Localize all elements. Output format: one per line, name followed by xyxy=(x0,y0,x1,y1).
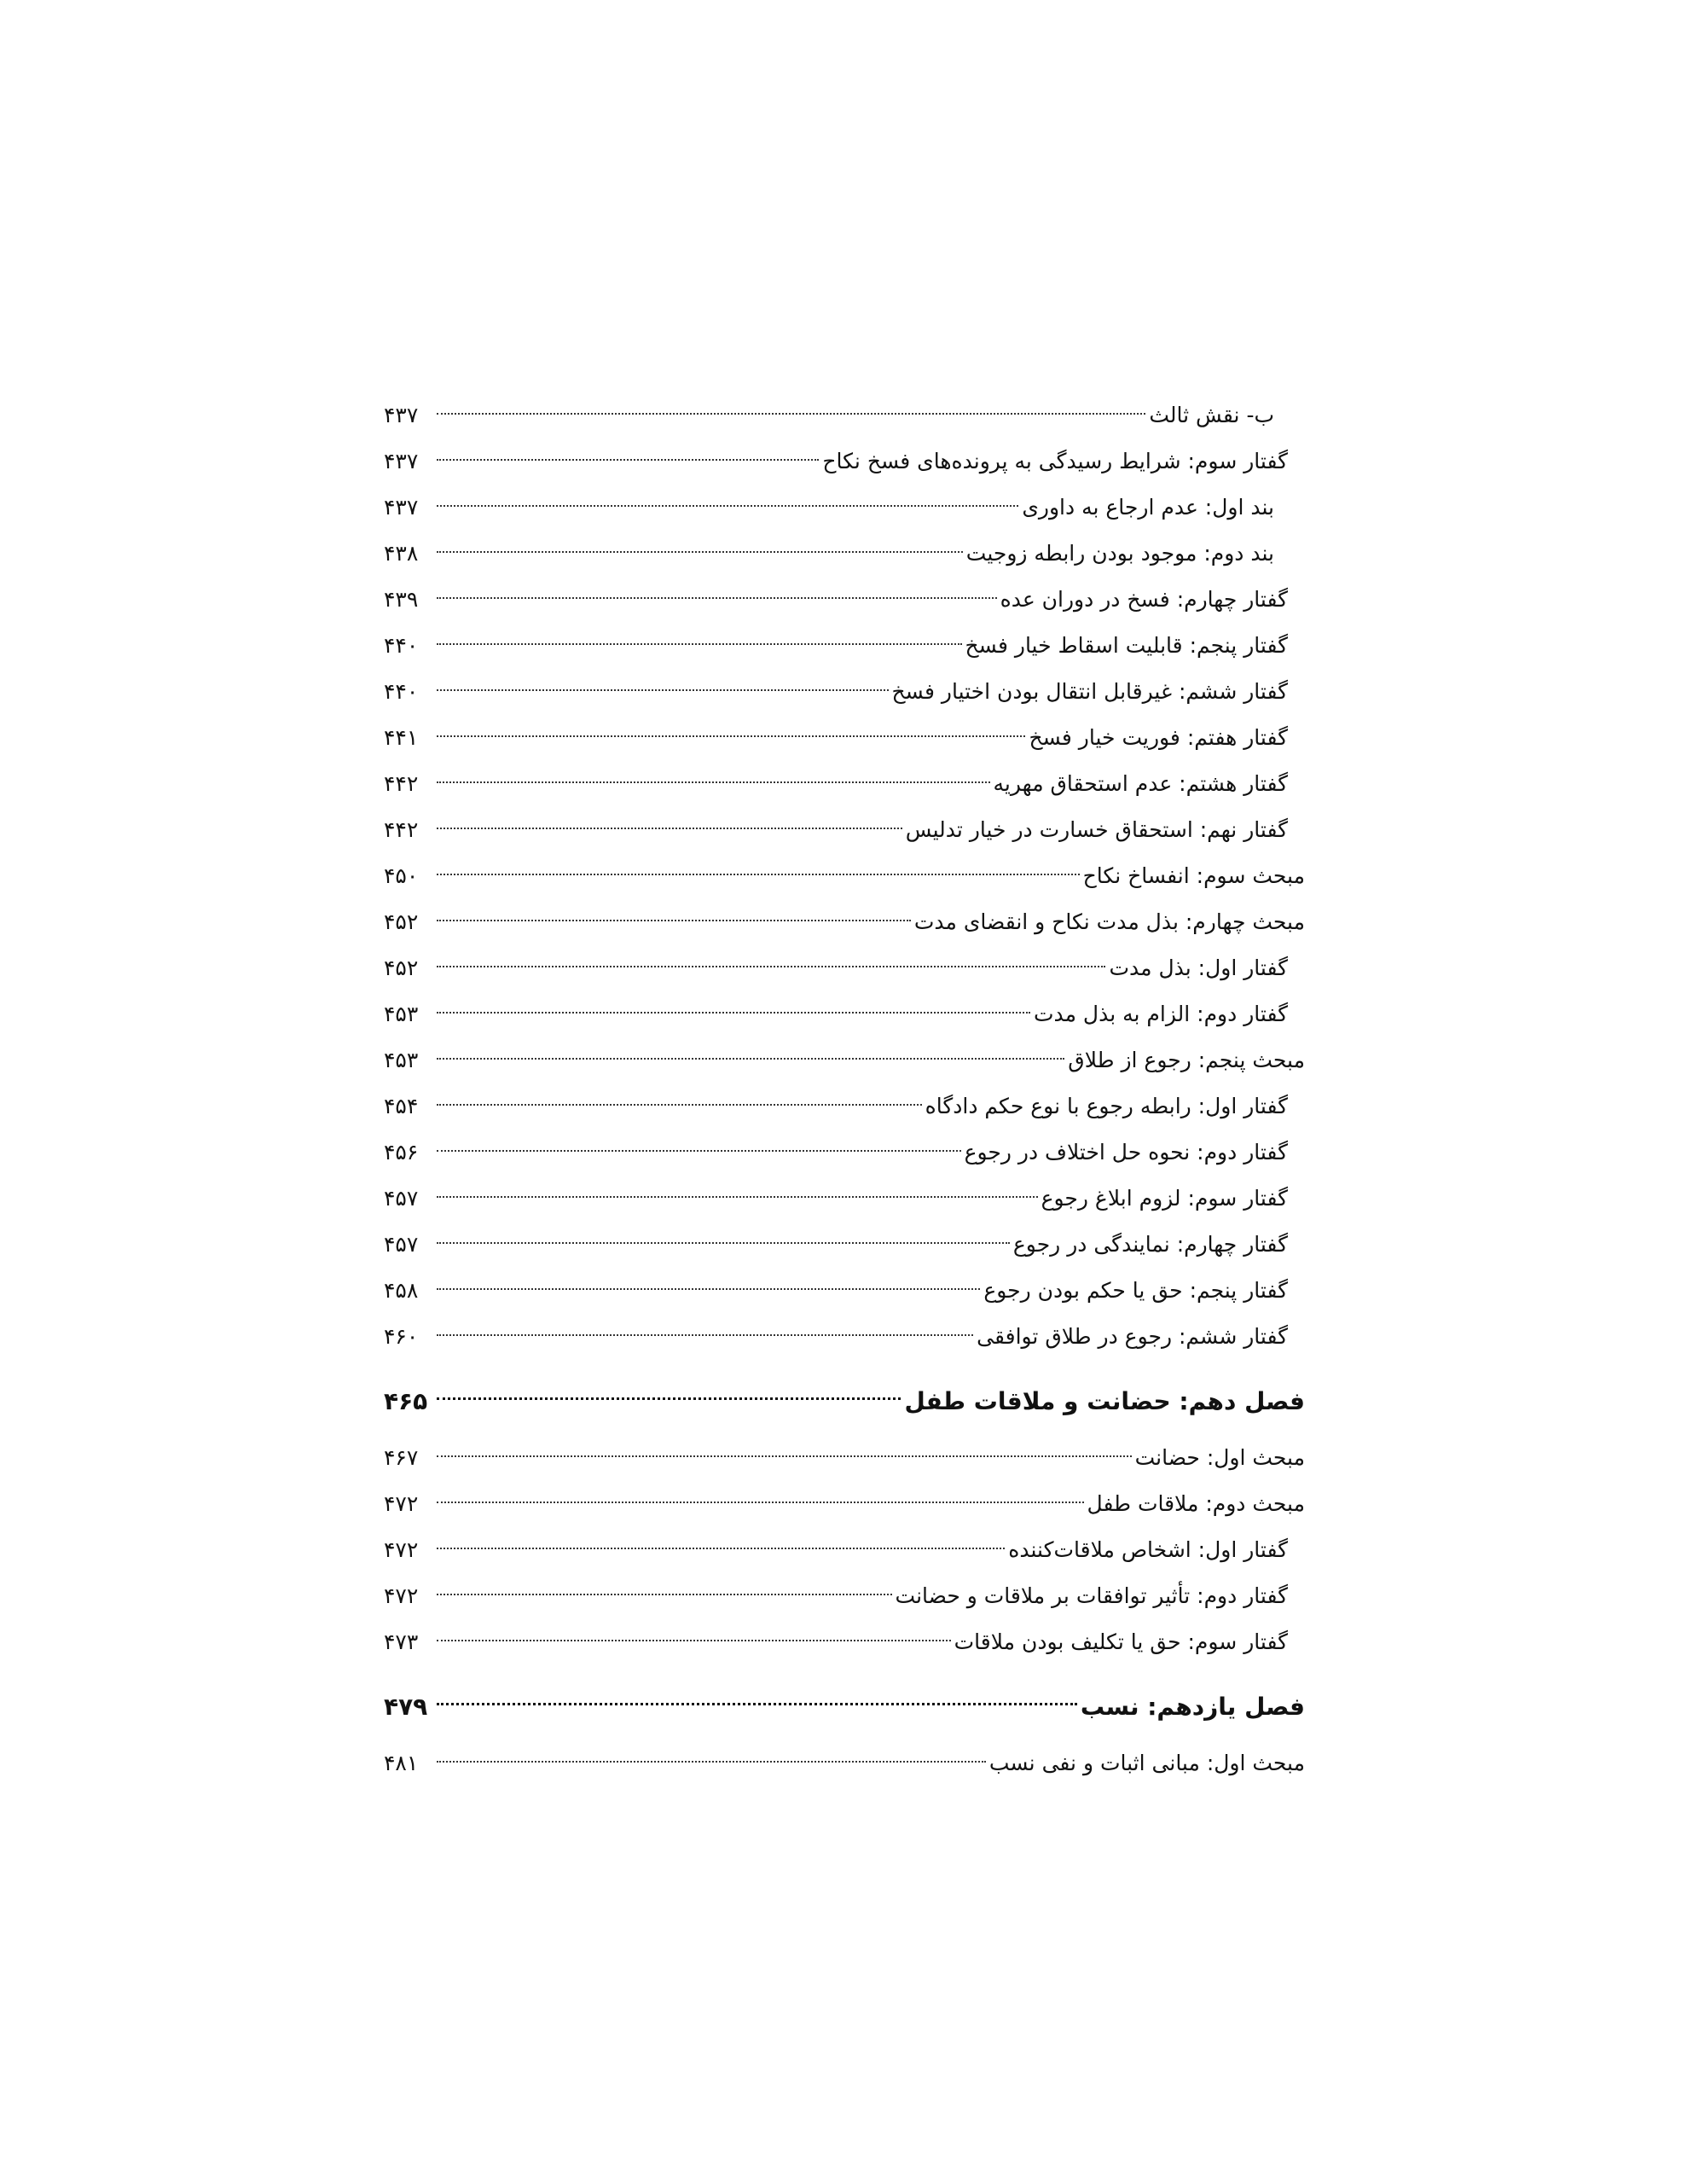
toc-entry-page: ۴۵۰ xyxy=(384,863,419,888)
toc-entry-title: مبحث پنجم: رجوع از طلاق xyxy=(1068,1048,1305,1072)
toc-entry-page: ۴۵۴ xyxy=(384,1094,419,1118)
toc-entry-page: ۴۴۰ xyxy=(384,679,419,704)
toc-entry-title: گفتار ششم: غیرقابل انتقال بودن اختیار فسخ xyxy=(891,679,1288,704)
dot-leader xyxy=(437,1150,961,1152)
toc-entry-page: ۴۴۲ xyxy=(384,817,419,842)
dot-leader xyxy=(437,1455,1132,1457)
dot-leader xyxy=(437,1703,1077,1705)
toc-entry xyxy=(384,761,1305,807)
toc-chapter-heading xyxy=(384,1372,1305,1432)
toc-entry-page: ۴۵۲ xyxy=(384,909,419,934)
toc-entry xyxy=(384,1268,1305,1314)
toc-entry xyxy=(384,1527,1305,1573)
dot-leader xyxy=(437,643,962,645)
toc-entry-title: گفتار دوم: نحوه حل اختلاف در رجوع xyxy=(964,1140,1288,1165)
dot-leader xyxy=(437,1012,1030,1014)
toc-entry xyxy=(384,1435,1305,1481)
toc-entry-title: گفتار سوم: لزوم ابلاغ رجوع xyxy=(1041,1186,1288,1211)
toc-entry-page: ۴۳۷ xyxy=(384,403,419,427)
toc-entry-title: گفتار پنجم: حق یا حکم بودن رجوع xyxy=(983,1278,1288,1303)
toc-entry-page: ۴۳۸ xyxy=(384,541,419,566)
toc-entry xyxy=(384,715,1305,761)
dot-leader xyxy=(437,1548,1005,1549)
toc-entry-page: ۴۷۲ xyxy=(384,1583,419,1608)
toc-entry xyxy=(384,1176,1305,1222)
toc-entry xyxy=(384,577,1305,623)
dot-leader xyxy=(437,828,902,829)
dot-leader xyxy=(437,459,819,461)
toc-entry-page: ۴۵۶ xyxy=(384,1140,419,1165)
toc-entry xyxy=(384,1740,1305,1786)
toc-chapter-page: ۴۶۵ xyxy=(384,1387,428,1415)
dot-leader xyxy=(437,413,1145,415)
dot-leader xyxy=(437,874,1080,875)
toc-entry xyxy=(384,531,1305,577)
table-of-contents xyxy=(384,392,1305,1786)
toc-chapter-title: فصل دهم: حضانت و ملاقات طفل xyxy=(904,1387,1305,1415)
toc-entry-title: گفتار پنجم: قابلیت اسقاط خیار فسخ xyxy=(965,633,1288,658)
toc-entry-title: بند اول: عدم ارجاع به داوری xyxy=(1022,495,1274,520)
toc-chapter-heading xyxy=(384,1677,1305,1737)
toc-entry-title: گفتار سوم: شرایط رسیدگی به پرونده‌های فسخ نکاح xyxy=(822,449,1288,473)
toc-entry xyxy=(384,853,1305,899)
toc-entry-page: ۴۶۰ xyxy=(384,1324,419,1349)
dot-leader xyxy=(437,1594,892,1595)
dot-leader xyxy=(437,1334,973,1336)
toc-entry-title: مبحث اول: مبانی اثبات و نفی نسب xyxy=(988,1751,1305,1775)
toc-entry-title: گفتار دوم: تأثیر توافقات بر ملاقات و حضانت xyxy=(895,1583,1288,1608)
toc-entry-title: گفتار دوم: الزام به بذل مدت xyxy=(1033,1002,1288,1026)
dot-leader xyxy=(437,920,911,921)
dot-leader xyxy=(437,1242,1010,1244)
dot-leader xyxy=(437,735,1025,737)
toc-entry-title: گفتار ششم: رجوع در طلاق توافقی xyxy=(977,1324,1288,1349)
dot-leader xyxy=(437,1397,901,1400)
toc-entry-page: ۴۳۹ xyxy=(384,587,419,612)
toc-entry xyxy=(384,669,1305,715)
toc-entry-title: گفتار چهارم: نمایندگی در رجوع xyxy=(1012,1232,1288,1257)
dot-leader xyxy=(437,966,1105,967)
toc-chapter-page: ۴۷۹ xyxy=(384,1693,428,1721)
toc-entry-title: گفتار چهارم: فسخ در دوران عده xyxy=(1000,587,1288,612)
toc-entry-page: ۴۵۳ xyxy=(384,1002,419,1026)
toc-entry-page: ۴۷۲ xyxy=(384,1491,419,1516)
toc-entry xyxy=(384,1083,1305,1130)
toc-entry-title: مبحث سوم: انفساخ نکاح xyxy=(1082,863,1305,888)
toc-entry-title: گفتار اول: اشخاص ملاقات‌کننده xyxy=(1008,1537,1288,1562)
toc-entry-title: بند دوم: موجود بودن رابطه زوجیت xyxy=(965,541,1274,566)
toc-entry xyxy=(384,899,1305,945)
toc-chapter-title: فصل یازدهم: نسب xyxy=(1080,1693,1305,1721)
toc-entry xyxy=(384,392,1305,439)
toc-entry-title: مبحث چهارم: بذل مدت نکاح و انقضای مدت xyxy=(913,909,1305,934)
toc-entry xyxy=(384,1573,1305,1619)
toc-entry-page: ۴۷۳ xyxy=(384,1629,419,1654)
toc-entry-page: ۴۳۷ xyxy=(384,449,419,473)
toc-entry-page: ۴۴۲ xyxy=(384,771,419,796)
dot-leader xyxy=(437,689,889,691)
toc-entry-title: گفتار اول: رابطه رجوع با نوع حکم دادگاه xyxy=(925,1094,1288,1118)
toc-entry xyxy=(384,439,1305,485)
dot-leader xyxy=(437,1640,951,1641)
toc-entry-page: ۴۵۷ xyxy=(384,1186,419,1211)
dot-leader xyxy=(437,1288,980,1290)
toc-entry-page: ۴۴۱ xyxy=(384,725,419,750)
toc-entry-title: مبحث دوم: ملاقات طفل xyxy=(1087,1491,1305,1516)
toc-entry-page: ۴۴۰ xyxy=(384,633,419,658)
toc-entry-title: گفتار هشتم: عدم استحقاق مهریه xyxy=(993,771,1288,796)
dot-leader xyxy=(437,1761,986,1763)
dot-leader xyxy=(437,597,997,599)
toc-entry-page: ۴۵۷ xyxy=(384,1232,419,1257)
toc-entry xyxy=(384,1037,1305,1083)
toc-entry-title: گفتار هفتم: فوریت خیار فسخ xyxy=(1029,725,1288,750)
dot-leader xyxy=(437,1058,1064,1060)
toc-entry xyxy=(384,991,1305,1037)
dot-leader xyxy=(437,1104,922,1106)
toc-entry-page: ۴۳۷ xyxy=(384,495,419,520)
dot-leader xyxy=(437,1196,1038,1198)
toc-entry xyxy=(384,1619,1305,1665)
toc-entry-title: گفتار اول: بذل مدت xyxy=(1109,956,1288,980)
toc-entry-page: ۴۷۲ xyxy=(384,1537,419,1562)
toc-entry xyxy=(384,485,1305,531)
toc-entry xyxy=(384,1222,1305,1268)
toc-entry-page: ۴۶۷ xyxy=(384,1445,419,1470)
dot-leader xyxy=(437,1502,1084,1503)
toc-entry-page: ۴۵۳ xyxy=(384,1048,419,1072)
toc-entry xyxy=(384,1130,1305,1176)
dot-leader xyxy=(437,505,1018,507)
dot-leader xyxy=(437,781,990,783)
toc-entry-page: ۴۵۸ xyxy=(384,1278,419,1303)
toc-entry-title: گفتار نهم: استحقاق خسارت در خیار تدلیس xyxy=(905,817,1288,842)
toc-entry-page: ۴۸۱ xyxy=(384,1751,419,1775)
toc-entry xyxy=(384,623,1305,669)
toc-entry xyxy=(384,1481,1305,1527)
toc-entry-title: مبحث اول: حضانت xyxy=(1134,1445,1305,1470)
dot-leader xyxy=(437,551,963,553)
toc-entry-title: گفتار سوم: حق یا تکلیف بودن ملاقات xyxy=(954,1629,1288,1654)
toc-entry xyxy=(384,945,1305,991)
toc-entry xyxy=(384,807,1305,853)
toc-entry-title: ب- نقش ثالث xyxy=(1149,403,1274,427)
toc-entry-page: ۴۵۲ xyxy=(384,956,419,980)
toc-entry xyxy=(384,1314,1305,1360)
